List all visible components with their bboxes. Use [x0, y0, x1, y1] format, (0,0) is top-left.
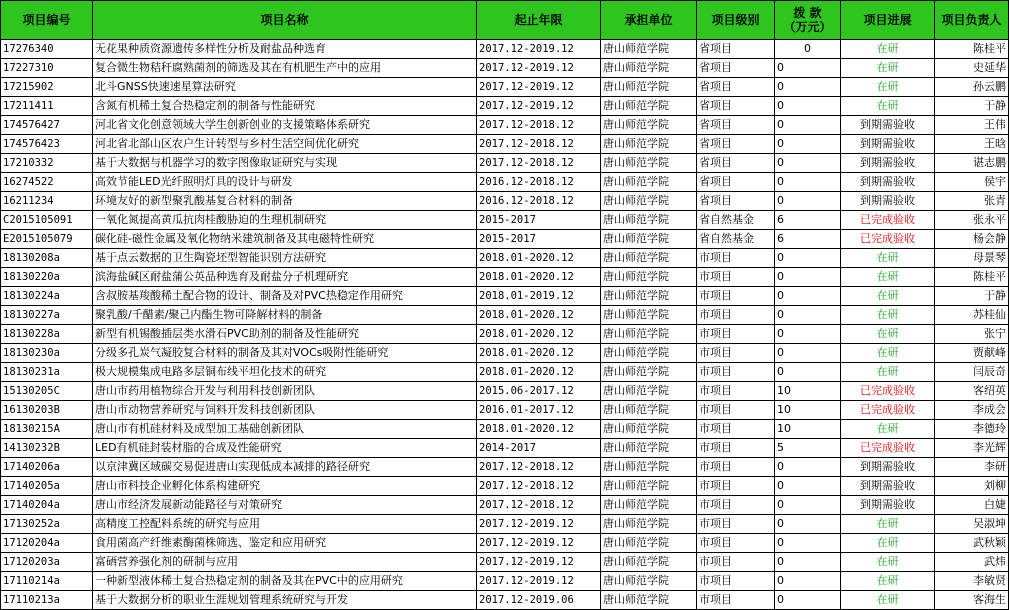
table-row: [1, 97, 1009, 116]
cell-funds: 0: [775, 477, 841, 496]
cell-period: 2018.01-2020.12: [477, 325, 601, 344]
cell-institution: 唐山师范学院: [601, 401, 697, 420]
cell-project-name: 基于点云数据的卫生陶瓷坯型智能识别方法研究: [93, 249, 477, 268]
cell-project-id: 17276340: [1, 40, 93, 59]
cell-funds: 0: [775, 192, 841, 211]
cell-leader: 王伟: [935, 116, 1009, 135]
table-row: [1, 116, 1009, 135]
cell-progress: 已完成验收: [841, 382, 935, 401]
cell-project-id: 18130224a: [1, 287, 93, 306]
cell-progress: 到期需验收: [841, 496, 935, 515]
cell-project-name: 聚乳酸/千醋素/聚己内酯生物可降解材料的制备: [93, 306, 477, 325]
cell-project-name: 河北省北部山区农户生计转型与乡村生活空间优化研究: [93, 135, 477, 154]
cell-project-id: 18130227a: [1, 306, 93, 325]
cell-level: 市项目: [697, 363, 775, 382]
cell-level: 市项目: [697, 553, 775, 572]
cell-project-name: 滨海盐碱区耐盐蒲公英品种选育及耐盐分子机理研究: [93, 268, 477, 287]
cell-project-id: 17227310: [1, 59, 93, 78]
cell-progress: 在研: [841, 420, 935, 439]
cell-progress: 在研: [841, 97, 935, 116]
cell-progress: 在研: [841, 59, 935, 78]
cell-project-id: C2015105091: [1, 211, 93, 230]
cell-leader: 张青: [935, 192, 1009, 211]
table-row: [1, 420, 1009, 439]
cell-level: 市项目: [697, 496, 775, 515]
cell-level: 市项目: [697, 306, 775, 325]
table-row: [1, 496, 1009, 515]
cell-project-name: 唐山市动物营养研究与饲料开发科技创新团队: [93, 401, 477, 420]
cell-project-name: 复合微生物秸秆腐熟菌剂的筛选及其在有机肥生产中的应用: [93, 59, 477, 78]
cell-funds: 0: [775, 287, 841, 306]
cell-level: 市项目: [697, 325, 775, 344]
cell-level: 省自然基金: [697, 211, 775, 230]
cell-institution: 唐山师范学院: [601, 382, 697, 401]
cell-leader: 吴淑坤: [935, 515, 1009, 534]
table-row: [1, 78, 1009, 97]
table-row: [1, 211, 1009, 230]
cell-institution: 唐山师范学院: [601, 325, 697, 344]
cell-leader: 武秋颖: [935, 534, 1009, 553]
cell-period: 2017.12-2019.12: [477, 553, 601, 572]
table-row: [1, 591, 1009, 610]
cell-institution: 唐山师范学院: [601, 173, 697, 192]
table-row: [1, 363, 1009, 382]
cell-project-id: 18130215A: [1, 420, 93, 439]
cell-period: 2017.12-2018.12: [477, 116, 601, 135]
cell-funds: 0: [775, 325, 841, 344]
cell-leader: 刘柳: [935, 477, 1009, 496]
cell-project-name: 唐山市经济发展新动能路径与对策研究: [93, 496, 477, 515]
cell-progress: 在研: [841, 287, 935, 306]
cell-institution: 唐山师范学院: [601, 59, 697, 78]
cell-leader: 张永平: [935, 211, 1009, 230]
cell-period: 2015-2017: [477, 230, 601, 249]
cell-period: 2017.12-2018.12: [477, 477, 601, 496]
cell-funds: 0: [775, 458, 841, 477]
cell-project-name: 北斗GNSS快速速星算法研究: [93, 78, 477, 97]
header-row: [1, 1, 1009, 40]
cell-project-id: 17130252a: [1, 515, 93, 534]
cell-period: 2017.12-2019.12: [477, 97, 601, 116]
cell-progress: 在研: [841, 306, 935, 325]
cell-funds: 0: [775, 40, 841, 59]
cell-leader: 陈桂平: [935, 40, 1009, 59]
cell-funds: 0: [775, 154, 841, 173]
cell-progress: 在研: [841, 553, 935, 572]
cell-period: 2018.01-2020.12: [477, 344, 601, 363]
table-row: [1, 154, 1009, 173]
cell-level: 省项目: [697, 97, 775, 116]
cell-project-name: 环境友好的新型聚乳酸基复合材料的制备: [93, 192, 477, 211]
cell-project-name: 富硒营养强化剂的研制与应用: [93, 553, 477, 572]
cell-period: 2018.01-2020.12: [477, 249, 601, 268]
cell-period: 2017.12-2018.12: [477, 135, 601, 154]
table-row: [1, 515, 1009, 534]
cell-leader: 李德玲: [935, 420, 1009, 439]
cell-institution: 唐山师范学院: [601, 40, 697, 59]
cell-project-name: 基于大数据分析的职业生涯规划管理系统研究与开发: [93, 591, 477, 610]
header-project-id: 项目编号: [1, 1, 93, 40]
cell-funds: 10: [775, 401, 841, 420]
cell-institution: 唐山师范学院: [601, 287, 697, 306]
cell-institution: 唐山师范学院: [601, 249, 697, 268]
table-row: [1, 458, 1009, 477]
cell-institution: 唐山师范学院: [601, 591, 697, 610]
cell-institution: 唐山师范学院: [601, 344, 697, 363]
cell-institution: 唐山师范学院: [601, 515, 697, 534]
cell-institution: 唐山师范学院: [601, 439, 697, 458]
cell-funds: 0: [775, 496, 841, 515]
cell-funds: 0: [775, 553, 841, 572]
cell-period: 2015.06-2017.12: [477, 382, 601, 401]
header-funds: 拨 款 （万元）: [775, 1, 841, 40]
cell-progress: 在研: [841, 249, 935, 268]
cell-funds: 0: [775, 116, 841, 135]
cell-leader: 闫辰奇: [935, 363, 1009, 382]
cell-project-id: 18130228a: [1, 325, 93, 344]
cell-level: 省项目: [697, 40, 775, 59]
table-row: [1, 572, 1009, 591]
cell-project-id: 17120204a: [1, 534, 93, 553]
cell-progress: 在研: [841, 572, 935, 591]
cell-leader: 孙云鹏: [935, 78, 1009, 97]
cell-progress: 到期需验收: [841, 458, 935, 477]
cell-institution: 唐山师范学院: [601, 154, 697, 173]
cell-level: 省项目: [697, 116, 775, 135]
cell-funds: 0: [775, 97, 841, 116]
cell-level: 市项目: [697, 458, 775, 477]
cell-institution: 唐山师范学院: [601, 420, 697, 439]
cell-leader: 客海生: [935, 591, 1009, 610]
cell-progress: 已完成验收: [841, 401, 935, 420]
header-leader: 项目负责人: [935, 1, 1009, 40]
cell-project-name: 高精度工控配料系统的研究与应用: [93, 515, 477, 534]
cell-period: 2018.01-2020.12: [477, 306, 601, 325]
cell-leader: 李研: [935, 458, 1009, 477]
cell-funds: 10: [775, 382, 841, 401]
cell-period: 2016.12-2018.12: [477, 192, 601, 211]
cell-institution: 唐山师范学院: [601, 211, 697, 230]
cell-leader: 武炜: [935, 553, 1009, 572]
cell-level: 市项目: [697, 515, 775, 534]
cell-level: 市项目: [697, 534, 775, 553]
cell-project-id: 16211234: [1, 192, 93, 211]
cell-funds: 0: [775, 268, 841, 287]
table-row: [1, 268, 1009, 287]
cell-leader: 贾献峰: [935, 344, 1009, 363]
cell-project-name: 极大规模集成电路多层铜布线平坦化技术的研究: [93, 363, 477, 382]
cell-level: 省项目: [697, 59, 775, 78]
cell-period: 2017.12-2019.12: [477, 534, 601, 553]
cell-project-id: 17110214a: [1, 572, 93, 591]
table-row: [1, 192, 1009, 211]
cell-funds: 0: [775, 135, 841, 154]
cell-period: 2017.12-2018.12: [477, 458, 601, 477]
cell-funds: 6: [775, 211, 841, 230]
cell-period: 2015-2017: [477, 211, 601, 230]
cell-level: 省项目: [697, 192, 775, 211]
cell-leader: 史延华: [935, 59, 1009, 78]
cell-level: 省项目: [697, 173, 775, 192]
table-row: [1, 135, 1009, 154]
cell-project-id: 17140204a: [1, 496, 93, 515]
cell-institution: 唐山师范学院: [601, 534, 697, 553]
cell-progress: 在研: [841, 534, 935, 553]
cell-project-id: 174576423: [1, 135, 93, 154]
cell-project-name: 高效节能LED光纤照明灯具的设计与研发: [93, 173, 477, 192]
cell-project-name: LED有机硅封装材脂的合成及性能研究: [93, 439, 477, 458]
cell-progress: 到期需验收: [841, 477, 935, 496]
cell-leader: 于静: [935, 287, 1009, 306]
cell-progress: 在研: [841, 515, 935, 534]
cell-project-name: 一种新型液体稀土复合热稳定剂的制备及其在PVC中的应用研究: [93, 572, 477, 591]
table-row: [1, 439, 1009, 458]
cell-institution: 唐山师范学院: [601, 363, 697, 382]
table-row: [1, 534, 1009, 553]
table-row: [1, 173, 1009, 192]
cell-project-name: 含叔胺基羧酸稀土配合物的设计、制备及对PVC热稳定作用研究: [93, 287, 477, 306]
cell-project-name: 基于大数据与机器学习的数字图像取证研究与实现: [93, 154, 477, 173]
cell-funds: 0: [775, 591, 841, 610]
table-row: [1, 230, 1009, 249]
cell-institution: 唐山师范学院: [601, 553, 697, 572]
cell-progress: 到期需验收: [841, 173, 935, 192]
table-row: [1, 553, 1009, 572]
cell-project-name: 唐山市科技企业孵化体系构建研究: [93, 477, 477, 496]
cell-institution: 唐山师范学院: [601, 116, 697, 135]
cell-leader: 李成会: [935, 401, 1009, 420]
cell-period: 2017.12-2019.12: [477, 572, 601, 591]
header-project-name: 项目名称: [93, 1, 477, 40]
cell-funds: 0: [775, 249, 841, 268]
table-row: [1, 287, 1009, 306]
cell-project-id: 18130231a: [1, 363, 93, 382]
table-row: [1, 401, 1009, 420]
cell-progress: 在研: [841, 344, 935, 363]
cell-funds: 0: [775, 306, 841, 325]
cell-funds: 0: [775, 344, 841, 363]
cell-period: 2017.12-2018.12: [477, 154, 601, 173]
cell-institution: 唐山师范学院: [601, 78, 697, 97]
cell-funds: 6: [775, 230, 841, 249]
cell-project-id: 16274522: [1, 173, 93, 192]
cell-project-name: 分级多孔炭气凝胶复合材料的制备及其对VOCs吸附性能研究: [93, 344, 477, 363]
table-row: [1, 382, 1009, 401]
cell-project-id: 17215902: [1, 78, 93, 97]
cell-progress: 在研: [841, 591, 935, 610]
cell-funds: 5: [775, 439, 841, 458]
cell-level: 市项目: [697, 591, 775, 610]
cell-project-name: 无花果种质资源遗传多样性分析及耐盐品种选育: [93, 40, 477, 59]
cell-period: 2017.12-2019.12: [477, 59, 601, 78]
cell-institution: 唐山师范学院: [601, 230, 697, 249]
cell-level: 省自然基金: [697, 230, 775, 249]
cell-leader: 王晗: [935, 135, 1009, 154]
header-period: 起止年限: [477, 1, 601, 40]
cell-project-id: 17120203a: [1, 553, 93, 572]
cell-leader: 母景琴: [935, 249, 1009, 268]
cell-funds: 0: [775, 363, 841, 382]
cell-progress: 在研: [841, 78, 935, 97]
cell-progress: 已完成验收: [841, 211, 935, 230]
cell-project-name: 以京津冀区域碳交易促进唐山实现低成本减排的路径研究: [93, 458, 477, 477]
cell-level: 市项目: [697, 572, 775, 591]
cell-period: 2017.12-2019.12: [477, 40, 601, 59]
cell-project-id: 18130230a: [1, 344, 93, 363]
cell-funds: 0: [775, 515, 841, 534]
cell-project-id: E2015105079: [1, 230, 93, 249]
cell-period: 2017.12-2019.12: [477, 78, 601, 97]
header-progress: 项目进展: [841, 1, 935, 40]
cell-level: 市项目: [697, 249, 775, 268]
cell-level: 市项目: [697, 401, 775, 420]
cell-project-name: 河北省文化创意领域大学生创新创业的支援策略体系研究: [93, 116, 477, 135]
cell-project-name: 含氮有机稀土复合热稳定剂的制备与性能研究: [93, 97, 477, 116]
cell-funds: 0: [775, 78, 841, 97]
cell-leader: 侯宇: [935, 173, 1009, 192]
cell-progress: 已完成验收: [841, 230, 935, 249]
cell-level: 市项目: [697, 477, 775, 496]
cell-period: 2017.12-2019.06: [477, 591, 601, 610]
cell-project-name: 碳化硅-磁性金属及氧化物纳米建筑制备及其电磁特性研究: [93, 230, 477, 249]
cell-period: 2014-2017: [477, 439, 601, 458]
cell-project-name: 新型有机锡酸插层类水滑石PVC助剂的制备及性能研究: [93, 325, 477, 344]
cell-period: 2018.01-2020.12: [477, 420, 601, 439]
cell-leader: 张宁: [935, 325, 1009, 344]
cell-progress: 到期需验收: [841, 135, 935, 154]
table-row: [1, 325, 1009, 344]
cell-funds: 0: [775, 59, 841, 78]
cell-level: 市项目: [697, 344, 775, 363]
cell-funds: 10: [775, 420, 841, 439]
cell-leader: 谌志鹏: [935, 154, 1009, 173]
cell-project-id: 15130205C: [1, 382, 93, 401]
cell-project-id: 174576427: [1, 116, 93, 135]
table-row: [1, 306, 1009, 325]
cell-leader: 杨会静: [935, 230, 1009, 249]
cell-leader: 客绍英: [935, 382, 1009, 401]
cell-level: 省项目: [697, 78, 775, 97]
header-level: 项目级别: [697, 1, 775, 40]
cell-level: 市项目: [697, 439, 775, 458]
cell-project-name: 唐山市有机硅材料及成型加工基础创新团队: [93, 420, 477, 439]
cell-project-name: 唐山市药用植物综合开发与利用科技创新团队: [93, 382, 477, 401]
cell-project-id: 18130208a: [1, 249, 93, 268]
cell-leader: 白婕: [935, 496, 1009, 515]
cell-progress: 到期需验收: [841, 154, 935, 173]
cell-project-id: 17140206a: [1, 458, 93, 477]
header-institution: 承担单位: [601, 1, 697, 40]
cell-level: 市项目: [697, 382, 775, 401]
cell-institution: 唐山师范学院: [601, 268, 697, 287]
table-row: [1, 344, 1009, 363]
cell-level: 省项目: [697, 135, 775, 154]
cell-project-id: 17210332: [1, 154, 93, 173]
cell-project-id: 14130232B: [1, 439, 93, 458]
cell-institution: 唐山师范学院: [601, 458, 697, 477]
cell-progress: 在研: [841, 363, 935, 382]
cell-level: 省项目: [697, 154, 775, 173]
cell-institution: 唐山师范学院: [601, 97, 697, 116]
cell-project-id: 18130220a: [1, 268, 93, 287]
cell-institution: 唐山师范学院: [601, 192, 697, 211]
cell-period: 2018.01-2020.12: [477, 363, 601, 382]
cell-progress: 到期需验收: [841, 192, 935, 211]
cell-leader: 李光辉: [935, 439, 1009, 458]
cell-project-name: 一氧化氮提高黄瓜抗肉桂酸胁迫的生理机制研究: [93, 211, 477, 230]
cell-progress: 在研: [841, 40, 935, 59]
table-row: [1, 477, 1009, 496]
cell-period: 2017.12-2018.12: [477, 496, 601, 515]
cell-period: 2018.01-2019.12: [477, 287, 601, 306]
cell-project-id: 17140205a: [1, 477, 93, 496]
cell-period: 2017.12-2019.12: [477, 515, 601, 534]
cell-progress: 在研: [841, 325, 935, 344]
cell-funds: 0: [775, 173, 841, 192]
cell-leader: 陈桂平: [935, 268, 1009, 287]
cell-level: 市项目: [697, 287, 775, 306]
cell-project-name: 食用菌高产纤维素酶菌株筛选、鉴定和应用研究: [93, 534, 477, 553]
cell-leader: 苏桂仙: [935, 306, 1009, 325]
cell-institution: 唐山师范学院: [601, 477, 697, 496]
table-row: [1, 249, 1009, 268]
cell-funds: 0: [775, 572, 841, 591]
cell-leader: 李敏贤: [935, 572, 1009, 591]
cell-progress: 已完成验收: [841, 439, 935, 458]
cell-progress: 到期需验收: [841, 116, 935, 135]
cell-institution: 唐山师范学院: [601, 572, 697, 591]
cell-level: 市项目: [697, 268, 775, 287]
cell-project-id: 16130203B: [1, 401, 93, 420]
cell-project-id: 17110213a: [1, 591, 93, 610]
cell-period: 2018.01-2020.12: [477, 268, 601, 287]
cell-funds: 0: [775, 534, 841, 553]
cell-period: 2016.01-2017.12: [477, 401, 601, 420]
cell-progress: 在研: [841, 268, 935, 287]
table-row: [1, 40, 1009, 59]
cell-leader: 于静: [935, 97, 1009, 116]
cell-level: 市项目: [697, 420, 775, 439]
cell-institution: 唐山师范学院: [601, 135, 697, 154]
cell-project-id: 17211411: [1, 97, 93, 116]
table-body: [1, 40, 1009, 610]
cell-institution: 唐山师范学院: [601, 306, 697, 325]
table-row: [1, 59, 1009, 78]
cell-institution: 唐山师范学院: [601, 496, 697, 515]
cell-period: 2016.12-2018.12: [477, 173, 601, 192]
